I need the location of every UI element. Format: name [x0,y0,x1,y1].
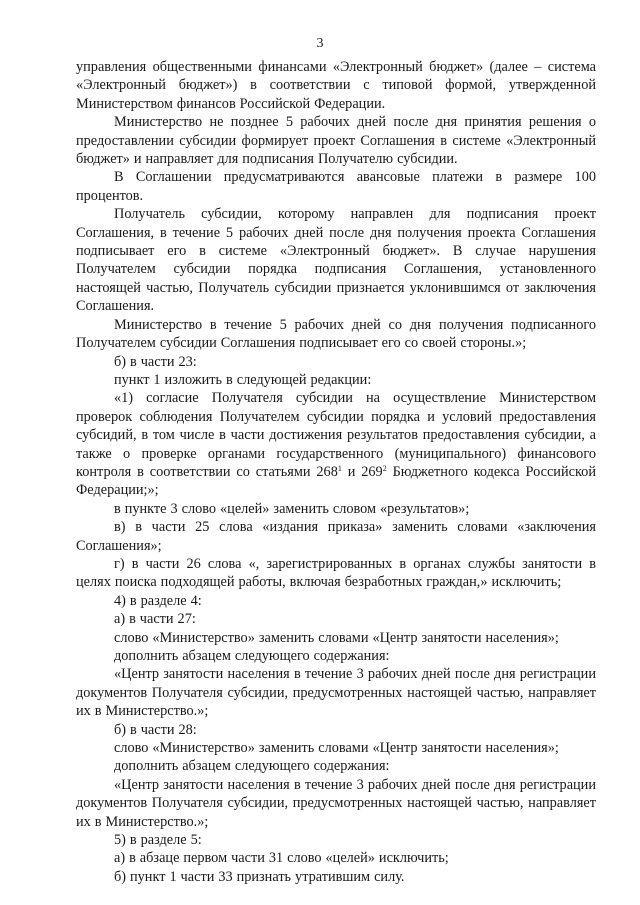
paragraph-2: Министерство не позднее 5 рабочих дней после дня принятия решения о предоставлении субсидии формирует проект Соглашения в системе «Электронный бюджет» и направляет для подписания Получателю субсидии. [76,114,596,168]
paragraph-1: управления общественными финансами «Электронный бюджет» (далее – система «Электронный бюджет») в соответствии с типовой формой, утвержденной Министерством финансов Российской Федерации. [76,59,596,112]
paragraph-23: б) пункт 1 части 33 признать утратившим силу. [114,868,405,885]
paragraph-17: б) в части 28: [114,721,197,738]
paragraph-15: дополнить абзацем следующего содержания: [114,648,390,664]
paragraph-12: 4) в разделе 4: [114,592,202,609]
paragraph-6: б) в части 23: [114,353,197,370]
footnote-ref-2: 2 [382,463,387,473]
paragraph-19: дополнить абзацем следующего содержания: [114,758,390,775]
paragraph-10: в) в части 25 слова «издания приказа» заменить словами «заключения Соглашения»; [76,519,596,554]
article-269: 269 [361,463,383,480]
paragraph-9: в пункте 3 слово «целей» заменить словом «результатов»; [114,500,470,517]
conjunction-and: и [341,463,362,480]
paragraph-7: пункт 1 изложить в следующей редакции: [114,371,372,388]
paragraph-11: г) в части 26 слова «, зарегистрированных в органах службы занятости в целях поиска подходящей работы, включая безработных граждан,» исключить; [76,555,596,591]
paragraph-20: «Центр занятости населения в течение 3 рабочих дней после дня регистрации документов Получателя субсидии, предусмотренных настоящей частью, направляет их в Министерство.»; [76,776,596,830]
paragraph-21: 5) в разделе 5: [114,832,202,849]
paragraph-4: Получатель субсидии, которому направлен для подписания проект Соглашения, в течение 5 рабочих дней после дня получения проекта Соглашения подписывает его в системе «Электронный бюджет». В случае нарушения Получателем субсидии порядка подписания Соглашения, установленного настоящей частью, Получатель субсидии признается уклонившимся от заключения Соглашения. [76,206,596,315]
article-tail: Бюджетного кодекса Российской Федерации;»; [76,463,596,499]
paragraph-3: В Соглашении предусматриваются авансовые платежи в размере 100 процентов. [76,169,596,204]
paragraph-14: слово «Министерство» заменить словами «Центр занятости населения»; [114,629,559,646]
paragraph-22: а) в абзаце первом части 31 слово «целей» исключить; [114,850,449,867]
paragraph-13: а) в части 27: [114,611,196,628]
paragraph-8-text: «1) согласие Получателя субсидии на осуществление Министерством проверок соблюдения Получателем субсидии порядка и условий предоставления субсидий, в том числе в части достижения результатов предоставления субсидии, а также о проверке органами государственного (муниципального) финансового контроля в соответствии со статьями 268 [76,390,596,480]
paragraph-5: Министерство в течение 5 рабочих дней со дня получения подписанного Получателем субсидии Соглашения подписывает его со своей стороны.»; [76,316,596,352]
document-body [76,58,596,886]
footnote-ref-1: 1 [337,463,342,473]
paragraph-16: «Центр занятости населения в течение 3 рабочих дней после дня регистрации документов Получателя субсидии, предусмотренных настоящей частью, направляет их в Министерство.»; [76,666,596,720]
paragraph-8 [76,389,596,499]
paragraph-18: слово «Министерство» заменить словами «Центр занятости населения»; [114,740,559,757]
page-number: 3 [316,36,324,51]
